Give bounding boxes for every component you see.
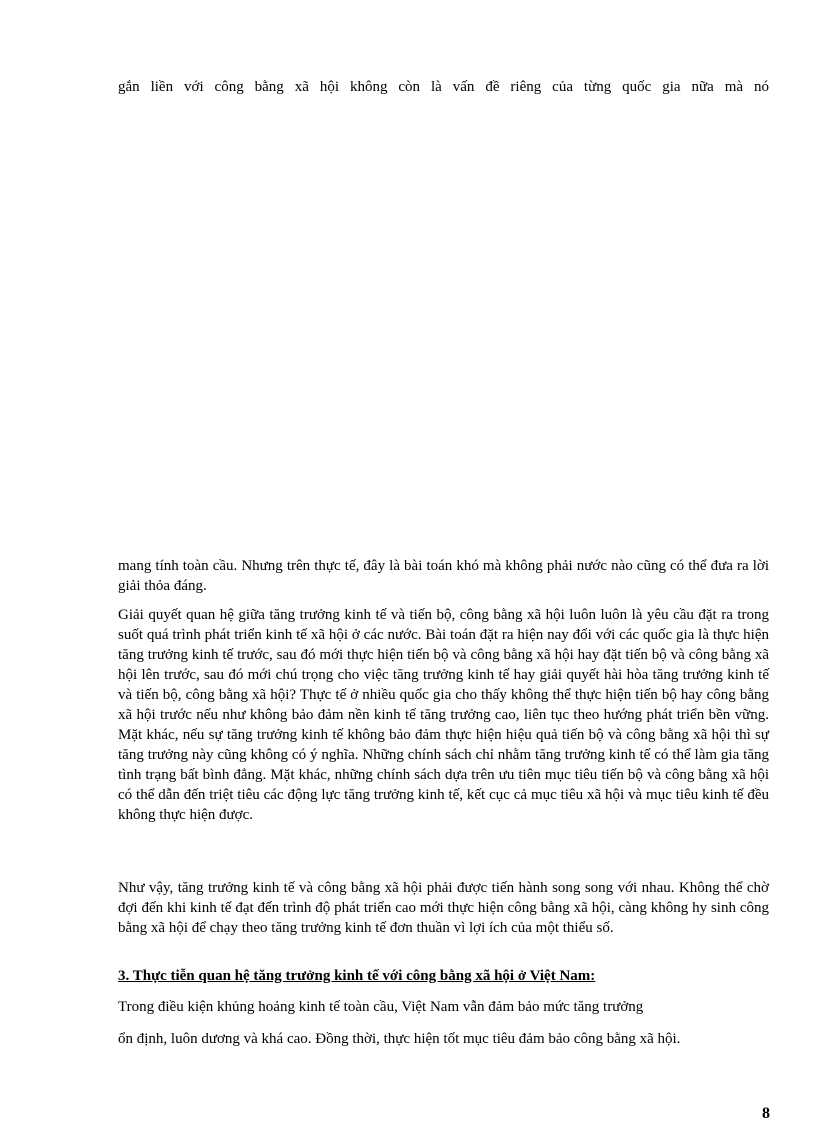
paragraph-vietnam-growth: Trong điều kiện khủng hoảng kinh tế toàn cầu, Việt Nam vẫn đảm bảo mức tăng trưởng — [118, 999, 644, 1015]
paragraph-parallel-development: Như vậy, tăng trưởng kinh tế và công bằng xã hội phải được tiến hành song song với nhau. Không thể chờ đợi đến khi kinh tế đạt đến trình độ phát triển cao mới thực hiện công bằng xã hội, càng không hy sinh công bằng xã hội để chạy theo tăng trưởng kinh tế đơn thuần vì lợi ích của một thiểu số. — [118, 880, 769, 936]
paragraph-growth-equity-relation: Giải quyết quan hệ giữa tăng trưởng kinh tế và tiến bộ, công bằng xã hội luôn luôn là yêu cầu đặt ra trong suốt quá trình phát triển kinh tế xã hội ở các nước. Bài toán đặt ra hiện nay đối với các quốc gia là thực hiện tăng trưởng kinh tế trước, sau đó mới thực hiện tiến bộ và công bằng xã hội hay đặt tiến bộ và công bằng xã hội lên trước, sau đó mới chú trọng cho việc tăng trưởng kinh tế hay giải quyết hài hòa tăng trưởng kinh tế và tiến bộ, công bằng xã hội? Thực tế ở nhiều quốc gia cho thấy không thể thực hiện tiến bộ hay công bằng xã hội trước nếu như không bảo đảm nền kinh tế tăng trưởng cao, liên tục theo hướng phát triển bền vững. Mặt khác, nếu sự tăng trưởng kinh tế không bảo đảm thực hiện hiệu quả tiến bộ và công bằng xã hội thì sự tăng trưởng này cũng không có ý nghĩa. Những chính sách chỉ nhằm tăng trưởng kinh tế có thể làm gia tăng tình trạng bất bình đẳng. Mặt khác, những chính sách dựa trên ưu tiên mục tiêu tiến bộ và công bằng xã hội có thể dẫn đến triệt tiêu các động lực tăng trưởng kinh tế, kết cục cả mục tiêu xã hội và mục tiêu kinh tế đều không thực hiện được. — [118, 607, 769, 823]
paragraph-global-context: mang tính toàn cầu. Nhưng trên thực tế, đây là bài toán khó mà không phải nước nào cũng có thể đưa ra lời giải thỏa đáng. — [118, 558, 769, 594]
paragraph-vietnam-equity: ổn định, luôn dương và khá cao. Đồng thời, thực hiện tốt mục tiêu đảm bảo công bằng xã hội. — [118, 1031, 681, 1047]
page-number: 8 — [762, 1105, 770, 1122]
section-heading-vietnam: 3. Thực tiễn quan hệ tăng trưởng kinh tế với công bằng xã hội ở Việt Nam: — [118, 968, 596, 984]
top-line-text: gắn liền với công bằng xã hội không còn là vấn đề riêng của từng quốc gia nữa mà nó — [118, 79, 769, 95]
